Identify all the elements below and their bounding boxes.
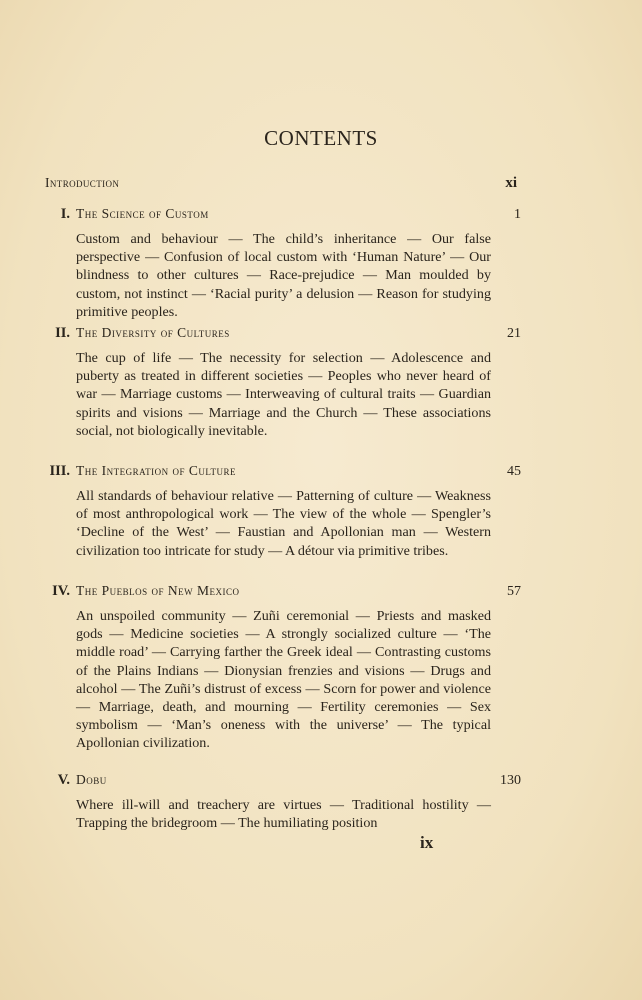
toc-entry-page: xi bbox=[505, 175, 517, 191]
toc-entry-chapter-2 bbox=[36, 325, 521, 440]
chapter-page: 1 bbox=[514, 207, 521, 222]
chapter-summary: Custom and behaviour — The child’s inheritance — Our false perspective — Confusion of local custom with ‘Human Nature’ — Our blindness to other cultures — Race-prejudice — Man moulded by custom, not instinct — ‘Racial purity’ a delusion — Reason for studying primitive peoples. bbox=[76, 231, 491, 320]
chapter-number: I. bbox=[60, 206, 70, 222]
chapter-number: IV. bbox=[52, 583, 70, 599]
chapter-number: III. bbox=[49, 463, 70, 479]
chapter-page: 57 bbox=[507, 584, 521, 599]
chapter-summary: An unspoiled community — Zuñi ceremonial — Priests and masked gods — Medicine societies — A strongly socialized culture — ‘The middle road’ — Carrying farther the Greek ideal — Contrasting customs of the Plains Indians — Dionysian frenzies and visions — Drugs and alcohol — The Zuñi’s distrust of excess — Scorn for power and violence — Marriage, death, and mourning — Fertility ceremonies — Sex symbolism — ‘Man’s oneness with the universe’ — The typical Apollonian civilization. bbox=[76, 608, 491, 752]
chapter-page: 45 bbox=[507, 464, 521, 479]
toc-entry-chapter-3 bbox=[36, 463, 521, 560]
chapter-page: 21 bbox=[507, 326, 521, 341]
toc-entry-title: Introduction bbox=[45, 175, 120, 190]
chapter-title: The Science of Custom bbox=[76, 206, 209, 221]
chapter-summary: The cup of life — The necessity for selection — Adolescence and puberty as treated in different societies — Peoples who never heard of war — Marriage customs — Interweaving of cultural traits — Guardian spirits and visions — Marriage and the Church — These associations social, not biologically inevitable. bbox=[76, 350, 491, 439]
toc-entry-chapter-1 bbox=[36, 206, 521, 321]
chapter-page: 130 bbox=[500, 773, 521, 788]
chapter-number: V. bbox=[57, 772, 70, 788]
chapter-title: Dobu bbox=[76, 772, 107, 787]
chapter-summary: All standards of behaviour relative — Patterning of culture — Weakness of most anthropological work — The view of the whole — Spengler’s ‘Decline of the West’ — Faustian and Apollonian man — Western civilization too intricate for study — A détour via primitive tribes. bbox=[76, 488, 491, 559]
page-folio: ix bbox=[420, 833, 434, 852]
chapter-title: The Pueblos of New Mexico bbox=[76, 583, 240, 598]
page-title: CONTENTS bbox=[264, 126, 378, 150]
chapter-title: The Diversity of Cultures bbox=[76, 325, 230, 340]
chapter-summary: Where ill-will and treachery are virtues — Traditional hostility — Trapping the bridegroom — The humiliating position bbox=[76, 797, 491, 832]
toc-entry-introduction bbox=[45, 175, 517, 193]
chapter-title: The Integration of Culture bbox=[76, 463, 237, 478]
toc-entry-chapter-4 bbox=[36, 583, 521, 753]
chapter-number: II. bbox=[55, 325, 70, 341]
toc-entry-chapter-5 bbox=[36, 772, 521, 832]
